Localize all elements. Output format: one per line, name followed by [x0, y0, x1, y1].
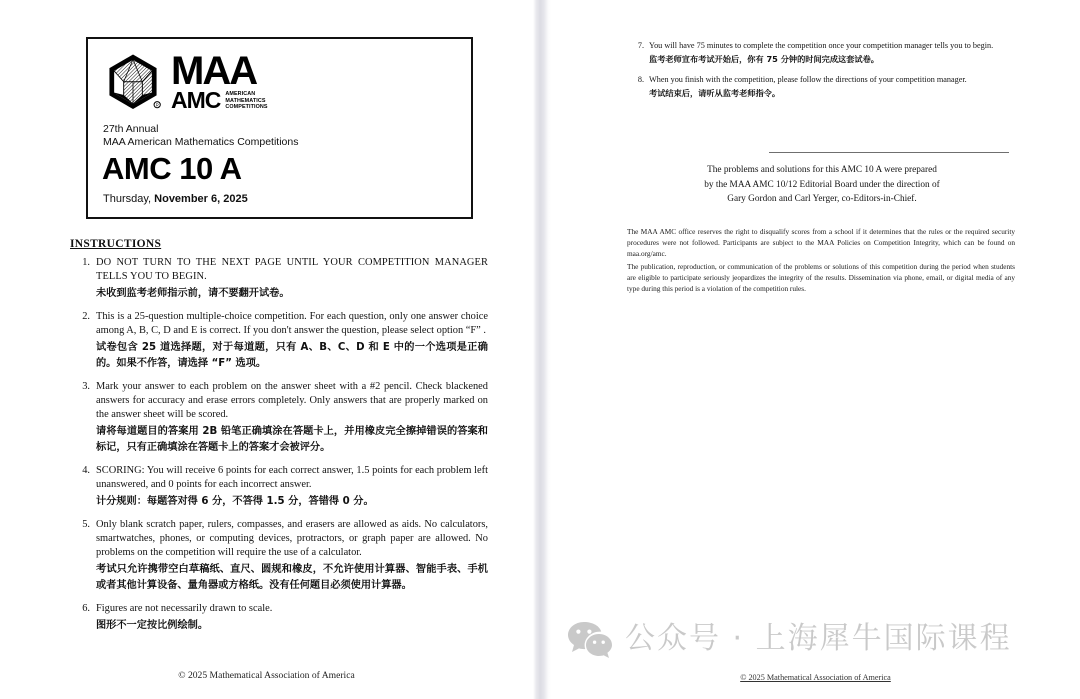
list-item-en: SCORING: You will receive 6 points for each correct answer, 1.5 points for each problem left unanswered, and 0 points for each incorrect answer.	[96, 464, 488, 491]
legal-disclaimer	[627, 226, 1015, 294]
list-item-number: 8.	[637, 74, 644, 84]
list-item-number: 3.	[82, 380, 90, 392]
credits-line-1: The problems and solutions for this AMC 10 A were prepared	[707, 165, 937, 175]
page-footer-copyright-text: © 2025 Mathematical Association of America	[740, 673, 891, 682]
list-item-body	[96, 310, 488, 372]
instructions-list-continued	[627, 40, 1012, 108]
maa-polyhedron-logo-icon	[102, 52, 164, 114]
exam-date-rest: November 6, 2025	[154, 193, 248, 205]
list-item-cn: 考试只允许携带空白草稿纸、直尺、圆规和橡皮，不允许使用计算器、智能手表、手机或者其他计算设备、量角器或方格纸。没有任何题目必须使用计算器。	[96, 564, 488, 592]
list-item	[70, 310, 488, 372]
list-item-body	[96, 380, 488, 457]
maa-wordmark: MAA	[171, 49, 257, 93]
list-item	[70, 256, 488, 302]
page-title: AMC 10 A	[102, 151, 242, 186]
credits-line-2: by the MAA AMC 10/12 Editorial Board under the direction of	[704, 179, 940, 190]
page-left	[0, 0, 533, 699]
list-item-body	[96, 518, 488, 595]
list-item	[70, 518, 488, 595]
list-item-number: 7.	[637, 41, 644, 50]
amc-wordmark-row	[171, 87, 268, 113]
horizontal-rule-divider	[769, 152, 1009, 153]
organization-line: MAA American Mathematics Competitions	[103, 136, 299, 148]
instructions-list	[70, 256, 488, 642]
list-item-en: Figures are not necessarily drawn to scale.	[96, 602, 273, 614]
svg-text:R: R	[155, 102, 159, 108]
cover-meta	[88, 114, 471, 149]
list-item-cn: 请将每道题目的答案用 2B 铅笔正确填涂在答题卡上，并用橡皮完全擦掉错误的答案和标记，只有正确填涂在答题卡上的答案才会被评分。	[96, 426, 488, 454]
exam-date-day: Thursday,	[103, 193, 155, 205]
list-item	[70, 380, 488, 457]
list-item-number: 5.	[82, 518, 90, 530]
annual-line: 27th Annual	[103, 123, 159, 135]
list-item-body	[96, 256, 488, 302]
list-item-number: 2.	[82, 310, 90, 322]
list-item	[627, 40, 1012, 66]
amc-subtitle-line-3: COMPETITIONS	[225, 103, 268, 110]
list-item-en: Only blank scratch paper, rulers, compasses, and erasers are allowed as aids. No calculators, smartwatches, phones, or computing devices, protractors, or graph paper are allowed. No problems on the competition will require the use of a calculator.	[96, 518, 488, 559]
wechat-icon	[567, 620, 613, 658]
list-item	[70, 464, 488, 510]
amc-subtitle-line-2: MATHEMATICS	[225, 97, 266, 104]
amc-wordmark: AMC	[171, 87, 221, 113]
list-item-cn: 图形不一定按比例绘制。	[96, 620, 209, 632]
list-item-cn: 监考老师宣布考试开始后，你有 75 分钟的时间完成这套试卷。	[649, 54, 879, 65]
page-footer-copyright: © 2025 Mathematical Association of America	[178, 670, 355, 681]
exam-date	[88, 186, 471, 206]
amc-subtitle	[225, 91, 267, 110]
credits-line-3: Gary Gordon and Carl Yerger, co-Editors-in-Chief.	[727, 194, 917, 204]
legal-paragraph-2: The publication, reproduction, or communication of the problems or solutions of this competition during the period when students are eligible to participate seriously jeopardizes the integrity of the results. Dissemination via phone, email, or digital media of any type during this period is a violation of the competition rules.	[627, 262, 1015, 293]
list-item-en: DO NOT TURN TO THE NEXT PAGE UNTIL YOUR COMPETITION MANAGER TELLS YOU TO BEGIN.	[96, 257, 488, 283]
list-item-cn: 试卷包含 25 道选择题，对于每道题，只有 A、B、C、D 和 E 中的一个选项是正确的。如果不作答，请选择 “F” 选项。	[96, 342, 488, 370]
watermark-text: 公众号 · 上海犀牛国际课程	[625, 621, 1012, 656]
list-item-en: This is a 25-question multiple-choice competition. For each question, only one answer choice among A, B, C, D and E is correct. If you don't answer the question, please select option “F” .	[96, 310, 488, 337]
instructions-heading: INSTRUCTIONS	[70, 238, 162, 250]
list-item-en: You will have 75 minutes to complete the competition once your competition manager tells you to begin.	[649, 41, 994, 50]
legal-paragraph-1: The MAA AMC office reserves the right to disqualify scores from a school if it determines that the rules or the required security procedures were not followed. Participants are subject to the MAA Policies on Competition Integrity, which can be found on maa.org/amc.	[627, 227, 1015, 258]
list-item-en: When you finish with the competition, please follow the directions of your competition manager.	[649, 74, 967, 84]
list-item-number: 4.	[82, 464, 90, 476]
list-item-cn: 考试结束后，请听从监考老师指令。	[649, 88, 781, 99]
list-item-number: 1.	[82, 257, 90, 268]
logo-row	[88, 39, 471, 114]
list-item-cn: 计分规则：每题答对得 6 分，不答得 1.5 分，答错得 0 分。	[96, 496, 374, 508]
editorial-board-credits	[627, 163, 1017, 207]
page-footer-copyright	[551, 673, 1080, 682]
list-item-number: 6.	[82, 602, 90, 614]
list-item-en: Mark your answer to each problem on the answer sheet with a #2 pencil. Check blackened answers for accuracy and erase errors completely. Only answers that are properly marked on the answer sheet will be scored.	[96, 380, 488, 421]
page-gutter-divider	[533, 0, 551, 699]
amc-subtitle-line-1: AMERICAN	[225, 91, 256, 98]
list-item	[70, 602, 488, 634]
logo-wordmark	[171, 49, 268, 113]
list-item-cn: 未收到监考老师指示前，请不要翻开试卷。	[96, 288, 290, 300]
list-item-body	[649, 40, 1012, 66]
cover-box	[86, 37, 473, 219]
list-item-body	[649, 74, 1012, 100]
list-item	[627, 74, 1012, 100]
list-item-body	[96, 464, 488, 510]
wechat-watermark	[567, 620, 1012, 658]
list-item-body	[96, 602, 488, 634]
page-right	[551, 0, 1080, 699]
